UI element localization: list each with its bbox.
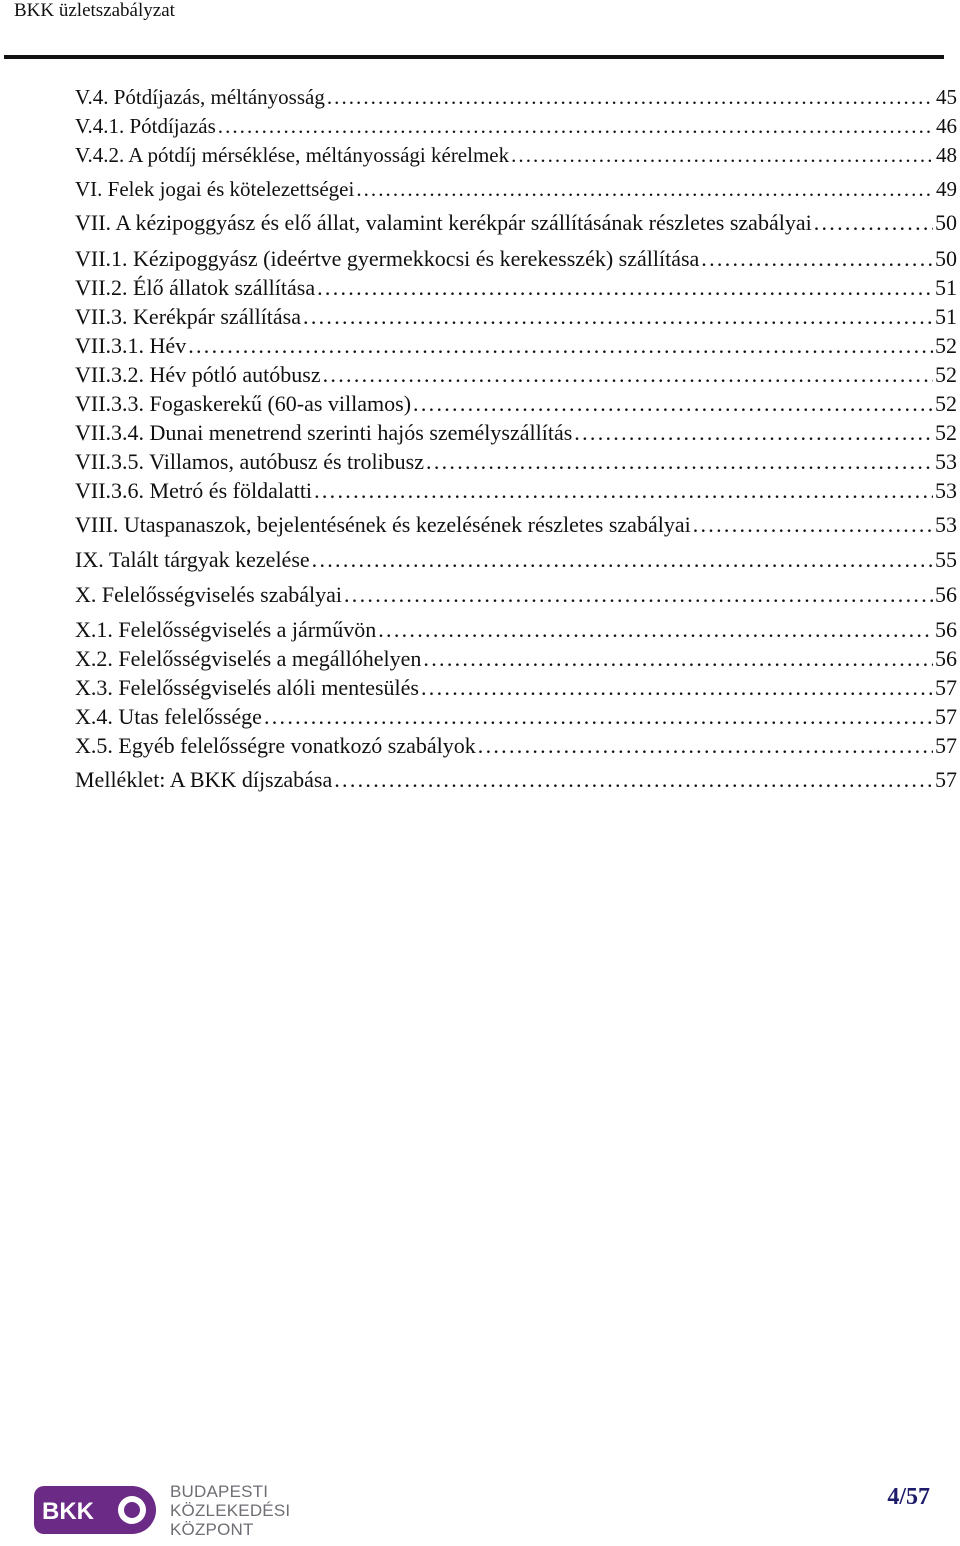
toc-entry[interactable] [75, 733, 957, 759]
toc-entry-page: 55 [935, 547, 957, 572]
toc-entry-title: X. Felelősségviselés szabályai [75, 582, 342, 607]
toc-entry[interactable] [75, 362, 957, 388]
toc-entry-page: 52 [935, 391, 957, 416]
toc-leader-dots [814, 210, 933, 236]
toc-leader-dots [423, 646, 933, 672]
toc-entry-page: 50 [935, 210, 957, 235]
toc-entry[interactable] [75, 84, 957, 110]
toc-leader-dots [264, 704, 933, 730]
toc-entry-page: 46 [936, 114, 957, 138]
toc-leader-dots [323, 362, 933, 388]
toc-entry-page: 57 [935, 675, 957, 700]
toc-entry-title: VII.3.6. Metró és földalatti [75, 478, 313, 503]
toc-entry[interactable] [75, 391, 957, 417]
toc-entry-page: 45 [936, 85, 957, 109]
toc-entry[interactable] [75, 210, 957, 236]
logo-line: BUDAPESTI [170, 1482, 269, 1501]
toc-entry-page: 57 [935, 767, 957, 792]
toc-leader-dots [334, 767, 933, 793]
toc-leader-dots [327, 84, 934, 110]
toc-entry[interactable] [75, 275, 957, 301]
toc-leader-dots [413, 391, 933, 417]
toc-leader-dots [303, 304, 933, 330]
bkk-logo-wordmark [170, 1482, 290, 1539]
toc-leader-dots [478, 733, 933, 759]
toc-entry-title: VII.3.1. Hév [75, 333, 187, 358]
toc-entry-title: X.3. Felelősségviselés alóli mentesülés [75, 675, 419, 700]
toc-entry-title: VII.3.4. Dunai menetrend szerinti hajós személyszállítás [75, 420, 573, 445]
toc-leader-dots [188, 333, 933, 359]
toc-entry-page: 51 [935, 304, 957, 329]
toc-entry-title: VII.2. Élő állatok szállítása [75, 275, 316, 300]
toc-entry-page: 52 [935, 420, 957, 445]
bkk-logo [34, 1480, 162, 1540]
toc-entry[interactable] [75, 582, 957, 608]
toc-entry-title: V.4.2. A pótdíj mérséklése, méltányossági kérelmek [75, 143, 510, 167]
toc-entry-page: 49 [936, 177, 957, 201]
logo-line: KÖZLEKEDÉSI [170, 1501, 291, 1520]
page-separator: / [899, 1484, 906, 1510]
toc-entry-page: 52 [935, 362, 957, 387]
toc-leader-dots [511, 142, 934, 168]
toc-entry[interactable] [75, 675, 957, 701]
toc-entry-title: VII. A kézipoggyász és elő állat, valamint kerékpár szállításának részletes szabályai [75, 210, 812, 235]
toc-entry-title: VII.3. Kerékpár szállítása [75, 304, 302, 329]
toc-entry-page: 56 [935, 617, 957, 642]
toc-entry[interactable] [75, 246, 957, 272]
toc-leader-dots [426, 449, 933, 475]
toc-entry[interactable] [75, 176, 957, 202]
toc-entry-title: X.5. Egyéb felelősségre vonatkozó szabályok [75, 733, 476, 758]
toc-entry-page: 56 [935, 582, 957, 607]
toc-entry-page: 50 [935, 246, 957, 271]
toc-entry-title: V.4.1. Pótdíjazás [75, 114, 216, 138]
toc-entry-title: VIII. Utaspanaszok, bejelentésének és kezelésének részletes szabályai [75, 512, 691, 537]
page-footer [0, 1470, 960, 1546]
toc-entry[interactable] [75, 420, 957, 446]
document-header-title: BKK üzletszabályzat [14, 0, 175, 21]
toc-entry[interactable] [75, 449, 957, 475]
toc-leader-dots [693, 512, 933, 538]
toc-entry-page: 52 [935, 333, 957, 358]
toc-leader-dots [218, 113, 934, 139]
page-current: 4 [887, 1484, 900, 1510]
toc-entry-title: VII.3.5. Villamos, autóbusz és trolibusz [75, 449, 425, 474]
toc-entry-title: VII.3.3. Fogaskerekű (60-as villamos) [75, 391, 412, 416]
toc-leader-dots [378, 617, 933, 643]
page-total: 57 [906, 1484, 930, 1510]
toc-entry-page: 56 [935, 646, 957, 671]
toc-entry[interactable] [75, 646, 957, 672]
toc-entry-title: IX. Talált tárgyak kezelése [75, 547, 310, 572]
toc-entry[interactable] [75, 704, 957, 730]
toc-entry-title: X.4. Utas felelőssége [75, 704, 262, 729]
toc-leader-dots [317, 275, 933, 301]
bkk-logo-mark: BKK [42, 1498, 94, 1525]
toc-leader-dots [421, 675, 933, 701]
toc-entry-title: X.2. Felelősségviselés a megállóhelyen [75, 646, 422, 671]
page-number [887, 1484, 930, 1511]
toc-entry-page: 53 [935, 512, 957, 537]
toc-entry[interactable] [75, 767, 957, 793]
logo-line: KÖZPONT [170, 1520, 254, 1539]
toc-entry-page: 51 [935, 275, 957, 300]
toc-leader-dots [344, 582, 933, 608]
toc-entry-page: 53 [935, 449, 957, 474]
toc-entry-title: X.1. Felelősségviselés a járművön [75, 617, 377, 642]
toc-leader-dots [312, 547, 933, 573]
toc-entry[interactable] [75, 304, 957, 330]
toc-leader-dots [314, 478, 933, 504]
toc-leader-dots [356, 176, 934, 202]
toc-entry-title: VII.3.2. Hév pótló autóbusz [75, 362, 321, 387]
toc-entry[interactable] [75, 512, 957, 538]
header-rule [4, 55, 944, 59]
toc-entry[interactable] [75, 333, 957, 359]
toc-entry[interactable] [75, 142, 957, 168]
toc-entry[interactable] [75, 478, 957, 504]
toc-entry[interactable] [75, 617, 957, 643]
toc-entry-title: V.4. Pótdíjazás, méltányosság [75, 85, 325, 109]
toc-leader-dots [701, 246, 933, 272]
toc-entry-page: 57 [935, 733, 957, 758]
toc-entry-page: 57 [935, 704, 957, 729]
toc-entry-page: 53 [935, 478, 957, 503]
toc-entry-title: VI. Felek jogai és kötelezettségei [75, 177, 355, 201]
toc-entry[interactable] [75, 113, 957, 139]
toc-leader-dots [574, 420, 933, 446]
toc-entry-page: 48 [936, 143, 957, 167]
toc-entry[interactable] [75, 547, 957, 573]
toc-entry-title: VII.1. Kézipoggyász (ideértve gyermekkocsi és kerekesszék) szállítása [75, 246, 700, 271]
toc-entry-title: Melléklet: A BKK díjszabása [75, 767, 333, 792]
